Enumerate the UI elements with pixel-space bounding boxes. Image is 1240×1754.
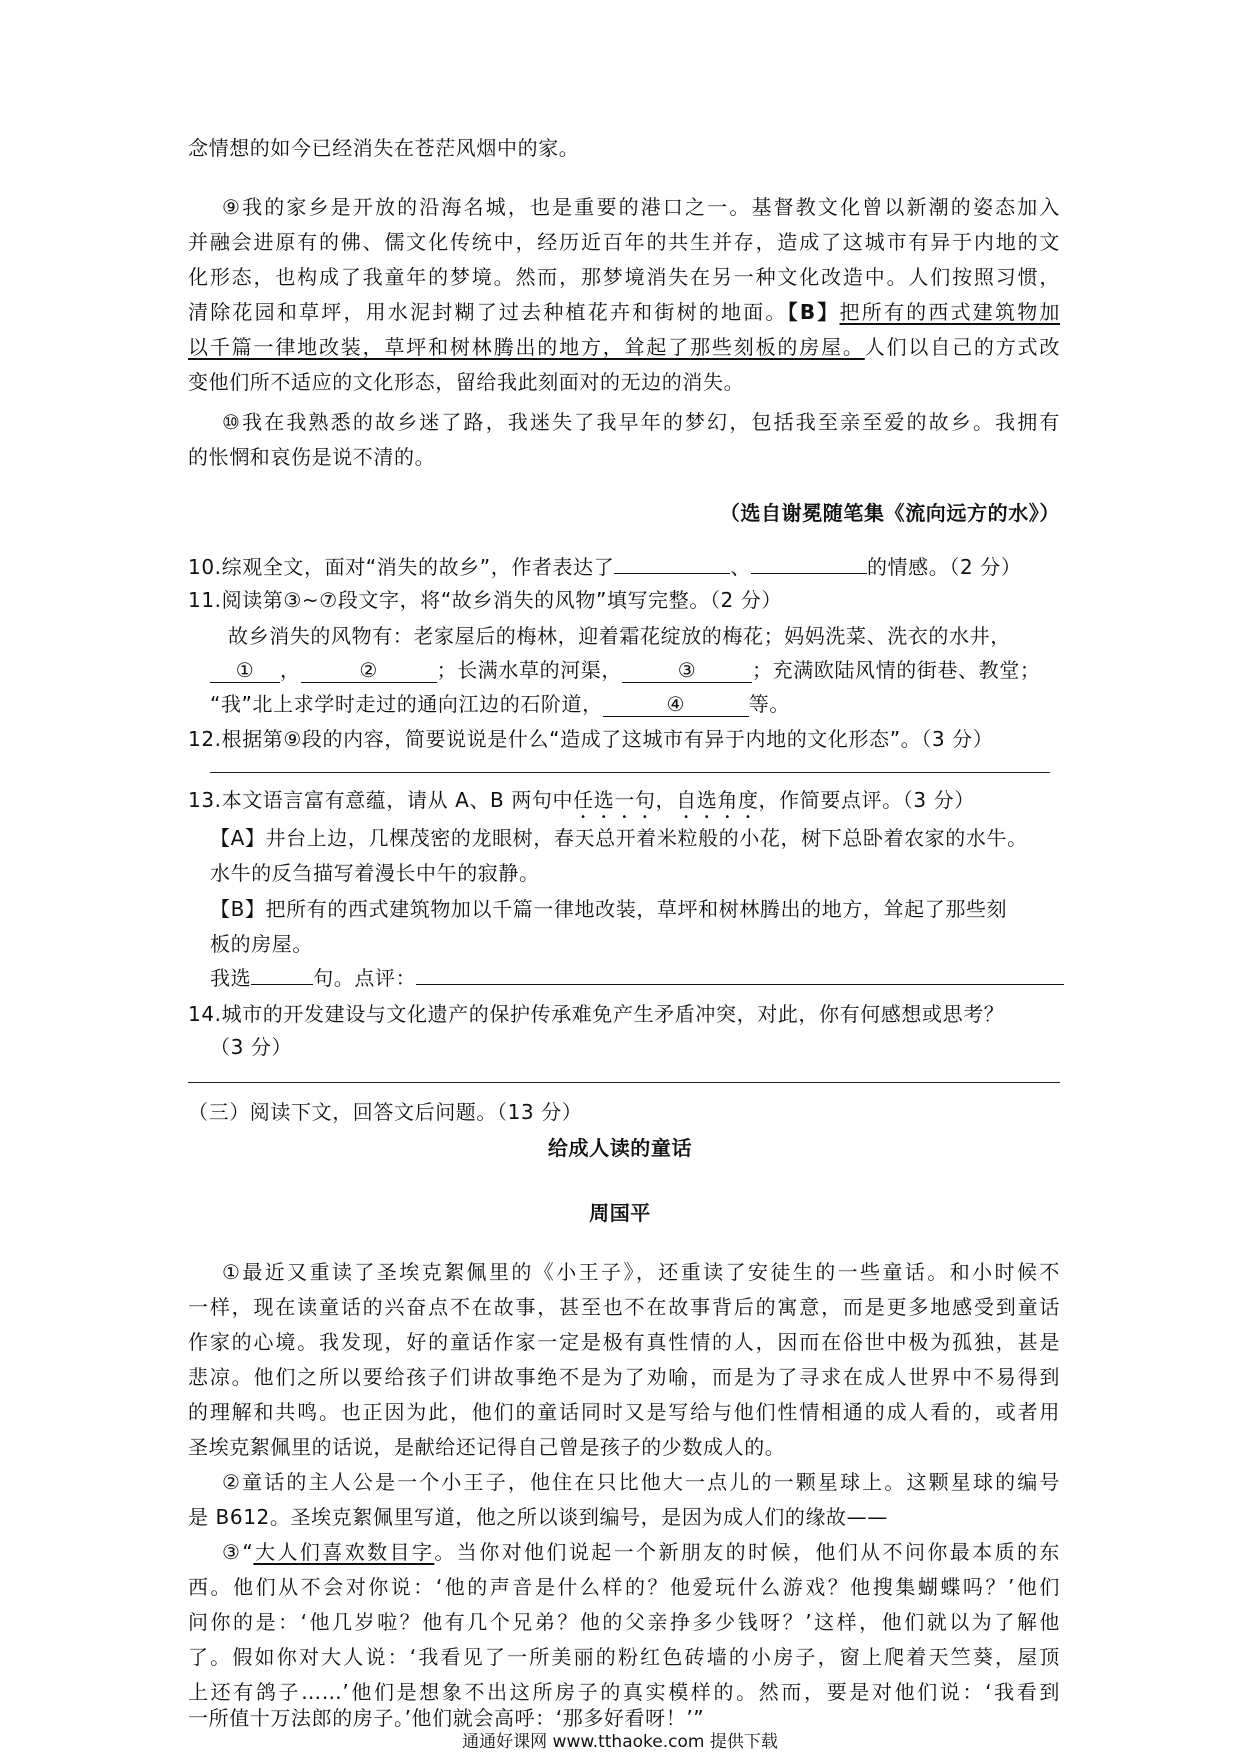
article-author: 周国平 bbox=[589, 1201, 651, 1225]
paragraph-9-line-4-text: 清除花园和草坪，用水泥封糊了过去种植花卉和街树的地面。 bbox=[188, 300, 788, 324]
paragraph-9-line-1: ⑨我的家乡是开放的沿海名城，也是重要的港口之一。基督教文化曾以新潮的姿态加入 bbox=[222, 195, 1060, 219]
paragraph-9-line-5-text: 人们以自己的方式改 bbox=[864, 335, 1060, 359]
paragraph-1-line-2: 一样，现在读童话的兴奋点不在故事，甚至也不在故事背后的寓意，而是更多地感受到童话 bbox=[188, 1295, 1060, 1319]
paragraph-2-line-2: 是 B612。圣埃克絮佩里写道，他之所以谈到编号，是因为成人们的缘故—— bbox=[188, 1505, 888, 1529]
question-11-line-2 bbox=[210, 654, 1040, 686]
paragraph-1-line-4: 悲凉。他们之所以要给孩子们讲故事绝不是为了劝喻，而是为了寻求在成人世界中不易得到 bbox=[188, 1365, 1060, 1389]
article-title: 给成人读的童话 bbox=[547, 1136, 693, 1160]
choice-label: 我选 bbox=[210, 966, 252, 990]
sentence-b-underlined-part-1: 把所有的西式建筑物加 bbox=[839, 300, 1061, 324]
paragraph-3-line-1-text: 。当你对他们说起一个新朋友的时候，他们从不问你最本质的东 bbox=[434, 1540, 1060, 1564]
answer-blank-q13-choice[interactable] bbox=[251, 984, 313, 985]
sentence-a-line-1: 【A】井台上边，几棵茂密的龙眼树，春天总开着米粒般的小花，树下总卧着农家的水牛。 bbox=[210, 826, 1028, 850]
sentence-b-line-1: 【B】把所有的西式建筑物加以千篇一律地改装，草坪和树林腾出的地方，耸起了那些刻 bbox=[210, 897, 1008, 921]
paragraph-continuation: 念情想的如今已经消失在苍茫风烟中的家。 bbox=[188, 136, 580, 160]
paragraph-3-line-1 bbox=[222, 1536, 1060, 1568]
sentence-b-line-2: 板的房屋。 bbox=[210, 932, 313, 956]
source-citation: （选自谢冕随笔集《流向远方的水》） bbox=[719, 501, 1060, 525]
question-13-tail: ，作简要点评。（3 分） bbox=[758, 788, 975, 812]
paragraph-9-line-6: 变他们所不适应的文化形态，留给我此刻面对的无边的消失。 bbox=[188, 370, 745, 394]
answer-blank-q11-4[interactable]: ④ bbox=[603, 692, 749, 717]
question-13-comma: ， bbox=[655, 788, 677, 812]
question-13-emphasis-1: 任选一句 bbox=[573, 788, 656, 812]
paragraph-3-quote-open: ③“ bbox=[222, 1540, 254, 1564]
answer-blank-q11-1[interactable]: ① bbox=[210, 658, 280, 683]
sentence-b-underlined-part-2: 以千篇一律地改装，草坪和树林腾出的地方，耸起了那些刻板的房屋。 bbox=[188, 335, 865, 359]
question-11-tail: 等。 bbox=[748, 692, 790, 716]
paragraph-1-line-6: 圣埃克絮佩里的话说，是献给还记得自己曾是孩子的少数成人的。 bbox=[188, 1435, 786, 1459]
question-14-line-2: （3 分） bbox=[210, 1035, 293, 1059]
page-footer: 通通好课网 www.tthaoke.com 提供下载 bbox=[462, 1732, 778, 1752]
question-11-heading: 11.阅读第③~⑦段文字，将“故乡消失的风物”填写完整。（2 分） bbox=[188, 588, 783, 612]
paragraph-1-line-5: 的理解和共鸣。也正因为此，他们的童话同时又是写给与他们性情相通的成人看的，或者用 bbox=[188, 1400, 1060, 1424]
paragraph-10-line-1: ⑩我在我熟悉的故乡迷了路，我迷失了我早年的梦幻，包括我至亲至爱的故乡。我拥有 bbox=[222, 410, 1060, 434]
question-12: 12.根据第⑨段的内容，简要说说是什么“造成了这城市有异于内地的文化形态”。（3 分） bbox=[188, 727, 994, 751]
question-10 bbox=[188, 551, 1021, 583]
paragraph-3-line-5: 上还有鸽子……’他们是想象不出这所房子的真实模样的。然而，要是对他们说：‘我看到 bbox=[188, 1680, 1060, 1704]
question-10-text: 10.综观全文，面对“消失的故乡”，作者表达了 bbox=[188, 555, 615, 579]
question-10-tail: 的情感。（2 分） bbox=[866, 555, 1022, 579]
question-11-sep-1: ， bbox=[280, 658, 301, 682]
paragraph-9-line-5 bbox=[188, 331, 1060, 363]
answer-blank-q10-2[interactable] bbox=[751, 573, 867, 574]
paragraph-9-line-2: 并融会进原有的佛、儒文化传统中，经历近百年的共生并存，造成了这城市有异于内地的文 bbox=[188, 230, 1060, 254]
paragraph-9-line-4 bbox=[188, 296, 1060, 328]
paragraph-9-line-3: 化形态，也构成了我童年的梦境。然而，那梦境消失在另一种文化改造中。人们按照习惯， bbox=[188, 265, 1060, 289]
paragraph-10-line-2: 的怅惘和哀伤是说不清的。 bbox=[188, 445, 436, 469]
question-11-streets: ；充满欧陆风情的街巷、教堂； bbox=[752, 658, 1041, 682]
paragraph-3-line-4: 了。假如你对大人说：‘我看见了一所美丽的粉红色砖墙的小房子，窗上爬着天竺葵，屋顶 bbox=[188, 1645, 1060, 1669]
question-11-river: ；长满水草的河渠， bbox=[436, 658, 623, 682]
question-14-line-1: 14.城市的开发建设与文化遗产的保护传承难免产生矛盾冲突，对此，你有何感想或思考？ bbox=[188, 1002, 1005, 1026]
paragraph-2-line-1: ②童话的主人公是一个小王子，他住在只比他大一点儿的一颗星球上。这颗星球的编号 bbox=[222, 1470, 1060, 1494]
sentence-b-tag: 【B】 bbox=[787, 300, 840, 324]
section-3-heading: （三）阅读下文，回答文后问题。（13 分） bbox=[188, 1100, 583, 1124]
paragraph-3-line-6: 一所值十万法郎的房子。’他们就会高呼：‘那多好看呀！’” bbox=[188, 1706, 705, 1730]
question-11-line-1: 故乡消失的风物有：老家屋后的梅林，迎着霜花绽放的梅花；妈妈洗菜、洗衣的水井， bbox=[228, 624, 1011, 648]
sentence-a-line-2: 水牛的反刍描写着漫长中午的寂静。 bbox=[210, 861, 540, 885]
answer-line-q14[interactable] bbox=[188, 1082, 1060, 1083]
question-13-answer-row bbox=[210, 962, 1064, 994]
answer-line-q12[interactable] bbox=[210, 772, 1050, 773]
question-13-text: 13.本文语言富有意蕴，请从 A、B 两句中 bbox=[188, 788, 574, 812]
comment-label: 句。点评： bbox=[313, 966, 417, 990]
question-11-steps: “我”北上求学时走过的通向江边的石阶道， bbox=[210, 692, 603, 716]
paragraph-3-line-2: 西。他们从不会对你说：‘他的声音是什么样的？他爱玩什么游戏？他搜集蝴蝶吗？’他们 bbox=[188, 1575, 1060, 1599]
question-11-line-3 bbox=[210, 688, 790, 720]
paragraph-3-line-3: 问你的是：‘他几岁啦？他有几个兄弟？他的父亲挣多少钱呀？’这样，他们就以为了解他 bbox=[188, 1610, 1060, 1634]
paragraph-1-line-3: 作家的心境。我发现，好的童话作家一定是极有真性情的人，因而在俗世中极为孤独，甚是 bbox=[188, 1330, 1060, 1354]
paragraph-3-underlined: 大人们喜欢数目字 bbox=[253, 1540, 435, 1564]
answer-blank-q13-comment[interactable] bbox=[416, 984, 1064, 985]
question-13-emphasis-2: 自选角度 bbox=[676, 788, 759, 812]
paragraph-1-line-1: ①最近又重读了圣埃克絮佩里的《小王子》，还重读了安徒生的一些童话。和小时候不 bbox=[222, 1260, 1060, 1284]
question-13 bbox=[188, 784, 975, 823]
answer-blank-q11-3[interactable]: ③ bbox=[622, 658, 752, 683]
answer-blank-q11-2[interactable]: ② bbox=[301, 658, 437, 683]
question-10-separator: 、 bbox=[730, 555, 751, 579]
answer-blank-q10-1[interactable] bbox=[614, 573, 730, 574]
